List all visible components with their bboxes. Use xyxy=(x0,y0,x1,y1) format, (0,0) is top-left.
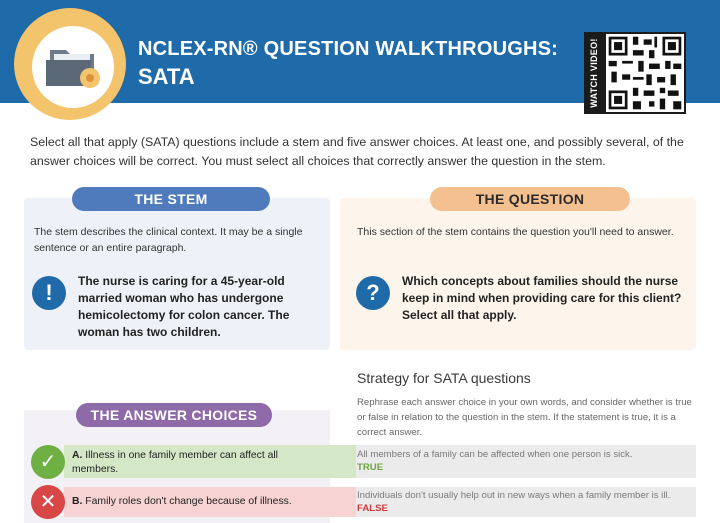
stem-example: The nurse is caring for a 45-year-old married woman who has undergone hemicolectomy for colon cancer. The woman has two children. xyxy=(78,274,290,339)
answer-a-explanation-text: All members of a family can be affected when one person is sick. xyxy=(357,449,633,460)
answer-b-explanation-text: Individuals don't usually help out in new ways when a family member is ill. xyxy=(357,490,671,501)
answer-a-text xyxy=(72,449,322,477)
checkmark-icon: ✓ xyxy=(31,445,65,479)
qr-code-icon[interactable] xyxy=(604,32,686,114)
question-example: Which concepts about families should the nurse keep in mind when providing care for this client? Select all that apply. xyxy=(402,274,682,322)
stem-heading: THE STEM xyxy=(72,187,270,211)
intro-paragraph: Select all that apply (SATA) questions include a stem and five answer choices. At least one, and possibly several, of the answer choices will be correct. You must select all choices that correctly answer the question in the stem. xyxy=(30,135,684,168)
answer-b-text xyxy=(72,495,322,509)
question-heading: THE QUESTION xyxy=(430,187,630,211)
strategy-body: Rephrase each answer choice in your own words, and consider whether is true or false in relation to the question in the stem. If the statement is true, it is a correct answer. xyxy=(357,397,692,438)
question-description: This section of the stem contains the question you'll need to answer. xyxy=(357,226,674,238)
answer-a-label: Illness in one family member can affect all members. xyxy=(72,450,278,475)
answers-heading: THE ANSWER CHOICES xyxy=(76,403,272,427)
watch-video-label[interactable]: WATCH VIDEO! xyxy=(589,38,599,108)
answer-a-explanation xyxy=(357,448,687,474)
folder-icon xyxy=(44,40,104,94)
exclamation-icon: ! xyxy=(32,276,66,310)
question-mark-icon: ? xyxy=(356,276,390,310)
stem-description: The stem describes the clinical context. It may be a single sentence or an entire paragraph. xyxy=(34,226,303,254)
answer-b-letter: B. xyxy=(72,496,83,507)
page-title: NCLEX-RN® QUESTION WALKTHROUGHS: xyxy=(138,38,559,60)
answer-a-verdict: TRUE xyxy=(357,462,384,473)
cross-icon: ✕ xyxy=(31,485,65,519)
answer-b-verdict: FALSE xyxy=(357,503,388,514)
strategy-title: Strategy for SATA questions xyxy=(357,370,531,386)
answer-b-explanation xyxy=(357,489,687,515)
answer-b-label: Family roles don't change because of illness. xyxy=(85,496,292,507)
page-subtitle: SATA xyxy=(138,64,195,89)
answer-a-letter: A. xyxy=(72,450,83,461)
